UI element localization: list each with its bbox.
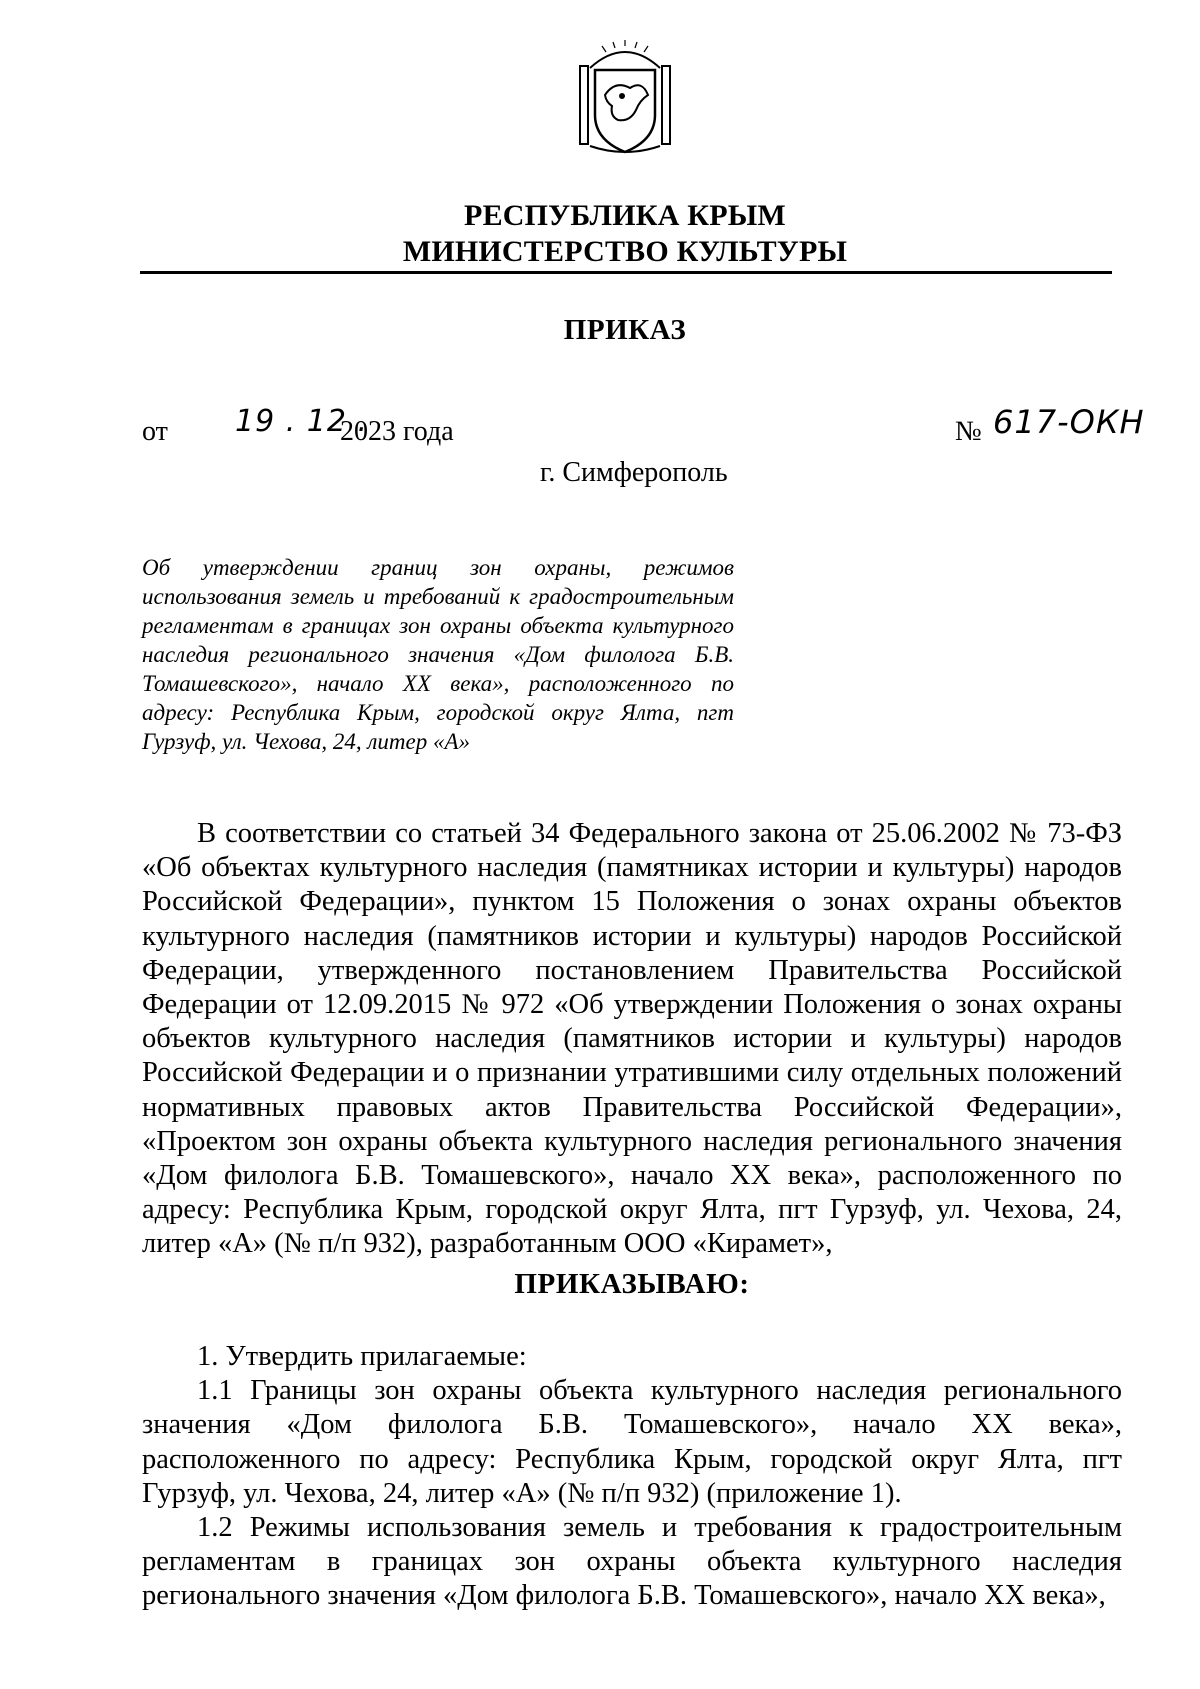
date-year: 2023 года	[340, 416, 454, 447]
document-body	[142, 817, 1122, 1262]
order-items	[142, 1340, 1122, 1614]
date-from-label: от	[142, 416, 168, 447]
document-type-title: ПРИКАЗ	[563, 314, 687, 346]
handwritten-order-number: 617-ОКН	[993, 403, 1145, 441]
preamble-paragraph: В соответствии со статьей 34 Федерального закона от 25.06.2002 № 73-ФЗ «Об объектах культурного наследия (памятниках истории и культуры) народов Российской Федерации», пунктом 15 Положения о зонах охраны объектов культурного наследия (памятников истории и культуры) народов Российской Федерации, утвержденного постановлением Правительства Российской Федерации от 12.09.2015 № 972 «Об утверждении Положения о зонах охраны объектов культурного наследия (памятников истории и культуры) народов Российской Федерации и о признании утратившими силу отдельных положений нормативных правовых актов Правительства Российской Федерации», «Проектом зон охраны объекта культурного наследия регионального значения «Дом филолога Б.В. Томашевского», начало XX века», расположенного по адресу: Республика Крым, городской округ Ялта, пгт Гурзуф, ул. Чехова, 24, литер «А» (№ п/п 932), разработанным ООО «Кирамет»,	[142, 818, 1122, 1260]
order-item: 1. Утвердить прилагаемые:	[197, 1341, 527, 1372]
number-sign: №	[955, 416, 982, 447]
order-item: 1.2 Режимы использования земель и требования к градостроительным регламентам в границах зон охраны объекта культурного наследия регионального значения «Дом филолога Б.В. Томашевского», начало XX века»,	[142, 1512, 1122, 1612]
header-divider	[140, 271, 1112, 274]
document-subject: Об утверждении границ зон охраны, режимов использования земель и требований к градостроительным регламентам в границах зон охраны объекта культурного наследия регионального значения «Дом филолога Б.В. Томашевского», начало XX века», расположенного по адресу: Республика Крым, городской округ Ялта, пгт Гурзуф, ул. Чехова, 24, литер «А»	[142, 555, 734, 754]
order-item: 1.1 Границы зон охраны объекта культурного наследия регионального значения «Дом филолога Б.В. Томашевского», начало XX века», расположенного по адресу: Республика Крым, городской округ Ялта, пгт Гурзуф, ул. Чехова, 24, литер «А» (№ п/п 932) (приложение 1).	[142, 1375, 1122, 1509]
city-name: г. Симферополь	[540, 457, 728, 488]
order-word: ПРИКАЗЫВАЮ:	[514, 1268, 750, 1300]
org-name-line1: РЕСПУБЛИКА КРЫМ	[464, 199, 786, 232]
coat-of-arms-emblem	[570, 40, 680, 160]
handwritten-date: 19 . 12 .	[235, 404, 369, 439]
org-name-line2: МИНИСТЕРСТВО КУЛЬТУРЫ	[402, 235, 848, 268]
